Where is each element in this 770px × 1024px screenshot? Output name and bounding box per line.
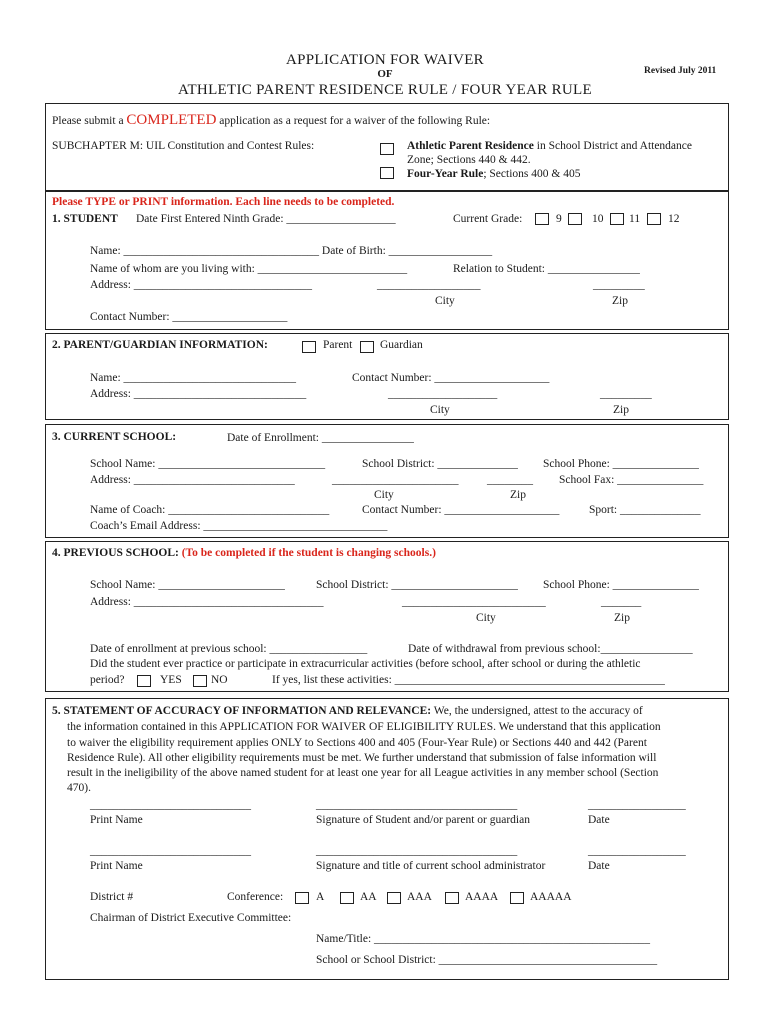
student-signature-label: Signature of Student and/or parent or guardian [316,814,530,826]
previous-school-district-field[interactable]: School District: ______________________ [316,579,518,591]
activities-list-field[interactable]: If yes, list these activities: _______________________________________________ [272,674,665,686]
conference-aaaaa-checkbox[interactable] [510,892,524,904]
chairman-label: Chairman of District Executive Committee: [90,912,292,924]
previous-school-name-field[interactable]: School Name: ______________________ [90,579,285,591]
previous-school-zip-field[interactable]: _______ [601,596,642,608]
grade-10-label: 10 [592,213,604,225]
current-school-zip-field[interactable]: ________ [487,474,533,486]
conference-aa-checkbox[interactable] [340,892,354,904]
enrollment-date-field[interactable]: Date of Enrollment: ________________ [227,432,414,444]
conference-a-label: A [316,891,325,903]
current-school-city-label: City [374,489,394,501]
admin-signature-label: Signature and title of current school administrator [316,860,546,872]
coach-email-field[interactable]: Coach’s Email Address: ________________________________ [90,520,388,532]
extracurricular-question: Did the student ever practice or participate in extracurricular activities (before school, after school or during the athletic [90,658,641,670]
period-label: period? [90,674,125,686]
previous-withdrawal-field[interactable]: Date of withdrawal from previous school:________________ [408,643,693,655]
student-signature-line[interactable]: ___________________________________ [316,799,518,811]
current-school-address-field[interactable]: Address: ____________________________ [90,474,295,486]
print-name-label-2: Print Name [90,860,143,872]
yes-label: YES [160,674,182,686]
student-contact-field[interactable]: Contact Number: ____________________ [90,311,288,323]
previous-school-address-field[interactable]: Address: _________________________________ [90,596,324,608]
student-zip-field[interactable]: _________ [593,279,645,291]
living-with-field[interactable]: Name of whom are you living with: __________________________ [90,263,408,275]
student-zip-label: Zip [612,295,628,307]
current-school-city-field[interactable]: ______________________ [332,474,459,486]
conference-a-checkbox[interactable] [295,892,309,904]
district-number-label: District # [90,891,134,903]
rule-parent-residence-label: Athletic Parent Residence in School District and Attendance [407,140,692,152]
conference-aaaa-checkbox[interactable] [445,892,459,904]
conference-aaaaa-label: AAAAA [530,891,572,903]
student-heading: 1. STUDENT [52,213,118,225]
parent-checkbox[interactable] [302,341,316,353]
no-label: NO [211,674,228,686]
admin-signature-line[interactable]: ___________________________________ [316,845,518,857]
grade-12-label: 12 [668,213,680,225]
revised-date: Revised July 2011 [644,66,717,76]
current-school-district-field[interactable]: School District: ______________ [362,458,518,470]
rule-four-year-checkbox[interactable] [380,167,394,179]
form-title-line1: APPLICATION FOR WAIVER [285,52,484,68]
previous-school-city-field[interactable]: _________________________ [402,596,546,608]
current-grade-label: Current Grade: [453,213,523,225]
previous-school-phone-field[interactable]: School Phone: _______________ [543,579,699,591]
parent-city-field[interactable]: ___________________ [388,388,498,400]
conference-aaa-label: AAA [407,891,432,903]
statement-text-line6: 470). [67,782,91,794]
student-city-label: City [435,295,455,307]
print-name-line-1[interactable]: ____________________________ [90,799,251,811]
relation-field[interactable]: Relation to Student: ________________ [453,263,640,275]
parent-option-label: Parent [323,339,353,351]
date-label-1: Date [588,814,610,826]
current-school-fax-field[interactable]: School Fax: _______________ [559,474,704,486]
previous-school-heading: 4. PREVIOUS SCHOOL: (To be completed if the student is changing schools.) [52,547,436,559]
form-title-line2: ATHLETIC PARENT RESIDENCE RULE / FOUR YEAR RULE [178,82,592,98]
previous-school-city-label: City [476,612,496,624]
parent-name-field[interactable]: Name: ______________________________ [90,372,297,384]
previous-enrollment-field[interactable]: Date of enrollment at previous school: _________________ [90,643,368,655]
conference-aaa-checkbox[interactable] [387,892,401,904]
date-ninth-grade-field[interactable]: Date First Entered Ninth Grade: ___________________ [136,213,396,225]
current-school-heading: 3. CURRENT SCHOOL: [52,431,177,443]
conference-label: Conference: [227,891,284,903]
statement-text-line4: Residence Rule). All other eligibility requirements must be met. We further understand that submission of false information will [67,752,657,764]
statement-text-line2: the information contained in this APPLICATION FOR WAIVER OF ELIGIBILITY RULES. We understand that this application [67,721,661,733]
statement-text-line3: to waiver the eligibility requirement applies ONLY to Sections 400 and 405 (Four-Year Rule) or Sections 440 and 442 (Parent [67,737,647,749]
sport-field[interactable]: Sport: ______________ [589,504,701,516]
date-line-1[interactable]: _________________ [588,799,686,811]
parent-zip-label: Zip [613,404,629,416]
chairman-name-title-field[interactable]: Name/Title: ________________________________________________ [316,933,651,945]
current-school-phone-field[interactable]: School Phone: _______________ [543,458,699,470]
guardian-checkbox[interactable] [360,341,374,353]
type-print-instruction: Please TYPE or PRINT information. Each line needs to be completed. [52,196,395,208]
print-name-line-2[interactable]: ____________________________ [90,845,251,857]
rule-four-year-label: Four-Year Rule; Sections 400 & 405 [407,168,581,180]
conference-aaaa-label: AAAA [465,891,499,903]
print-name-label-1: Print Name [90,814,143,826]
coach-name-field[interactable]: Name of Coach: ____________________________ [90,504,330,516]
parent-address-field[interactable]: Address: ______________________________ [90,388,307,400]
parent-city-label: City [430,404,450,416]
subchapter-label: SUBCHAPTER M: UIL Constitution and Contest Rules: [52,140,315,152]
grade-10-checkbox[interactable] [568,213,582,225]
student-address-field[interactable]: Address: _______________________________ [90,279,313,291]
rule-parent-residence-sections: Zone; Sections 440 & 442. [407,154,531,166]
conference-aa-label: AA [360,891,377,903]
student-section [45,191,729,330]
grade-11-checkbox[interactable] [610,213,624,225]
grade-9-checkbox[interactable] [535,213,549,225]
grade-9-label: 9 [556,213,562,225]
student-name-dob-field[interactable]: Name: __________________________________ Date of Birth: __________________ [90,245,493,257]
coach-contact-field[interactable]: Contact Number: ____________________ [362,504,560,516]
current-school-zip-label: Zip [510,489,526,501]
date-label-2: Date [588,860,610,872]
parent-contact-field[interactable]: Contact Number: ____________________ [352,372,550,384]
parent-heading: 2. PARENT/GUARDIAN INFORMATION: [52,339,268,351]
chairman-school-district-field[interactable]: School or School District: ______________________________________ [316,954,658,966]
statement-text-line5: result in the ineligibility of the above named student for at least one year for all League activities in any member school (Section [67,767,659,779]
current-school-name-field[interactable]: School Name: _____________________________ [90,458,326,470]
date-line-2[interactable]: _________________ [588,845,686,857]
student-city-field[interactable]: __________________ [377,279,481,291]
no-checkbox[interactable] [193,675,207,687]
rule-parent-residence-checkbox[interactable] [380,143,394,155]
form-title-of: OF [377,68,393,80]
previous-school-zip-label: Zip [614,612,630,624]
previous-school-note: (To be completed if the student is changing schools.) [181,547,436,559]
grade-11-label: 11 [629,213,641,225]
grade-12-checkbox[interactable] [647,213,661,225]
submit-instruction: Please submit a COMPLETED application as a request for a waiver of the following Rule: [52,112,491,128]
parent-zip-field[interactable]: _________ [600,388,652,400]
statement-heading: 5. STATEMENT OF ACCURACY OF INFORMATION AND RELEVANCE: We, the undersigned, attest to the accuracy of [52,705,643,717]
yes-checkbox[interactable] [137,675,151,687]
completed-emphasis: COMPLETED [126,112,217,128]
guardian-option-label: Guardian [380,339,423,351]
